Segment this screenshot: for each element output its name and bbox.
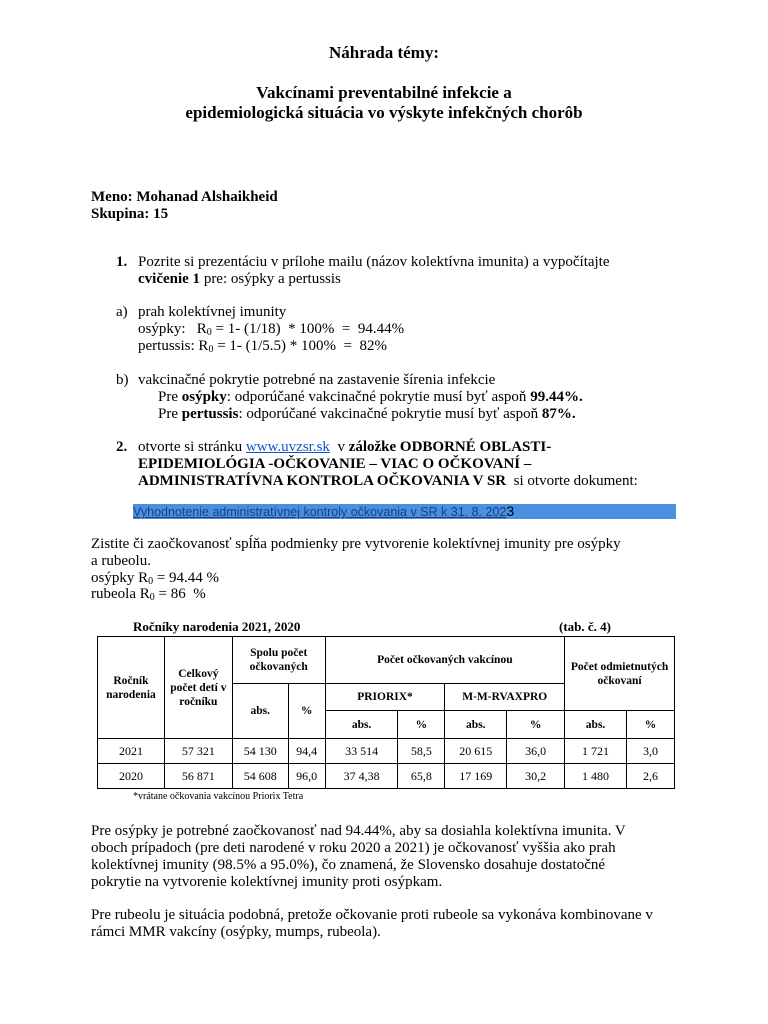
header-odmietnutych: Počet odmietnutých očkovaní bbox=[565, 637, 675, 711]
conclusion-p1-line-1: Pre osýpky je potrebné zaočkovanosť nad 94.44%, aby sa dosiahla kolektívna imunita. V bbox=[91, 823, 626, 839]
uvzsr-link[interactable]: www.uvzsr.sk bbox=[245, 439, 330, 455]
task1-a-pertussis: pertussis: $R_0 = 1-$ (1/5.5) * 100% = 82% bbox=[138, 338, 387, 355]
question-measles-r0: osýpky $R_0 = 94.44$ % bbox=[91, 570, 220, 587]
header-priorix-pct: % bbox=[398, 711, 445, 739]
task1-a-title: prah kolektívnej imunity bbox=[138, 304, 287, 320]
subtitle-line-2: epidemiologická situácia vo výskyte infekčných chorôb bbox=[185, 103, 583, 122]
task1-line-2 bbox=[138, 271, 341, 288]
task2-line-3: ADMINISTRATÍVNA KONTROLA OČKOVANIA V SR si otvorte dokument: bbox=[138, 473, 638, 489]
conclusion-p2-line-2: rámci MMR vakcíny (osýpky, mumps, rubeola). bbox=[91, 924, 381, 940]
header-ref-abs: abs. bbox=[565, 711, 627, 739]
question-rubella-r0: rubeola $R_0 = 86$ % bbox=[91, 586, 206, 603]
task1-line-1: Pozrite si prezentáciu v prílohe mailu (názov kolektívna imunita) a vypočítajte bbox=[138, 254, 610, 270]
subtitle-line-1: Vakcínami preventabilné infekcie a bbox=[256, 83, 512, 102]
header-mmr-pct: % bbox=[507, 711, 565, 739]
task1-b-title: vakcinačné pokrytie potrebné na zastavenie šírenia infekcie bbox=[138, 372, 496, 388]
student-name: Meno: Mohanad Alshaikheid bbox=[91, 189, 278, 205]
header-ref-pct: % bbox=[627, 711, 675, 739]
header-pocet-vakcinou: Počet očkovaných vakcínou bbox=[325, 637, 564, 684]
question-line-2: a rubeolu. bbox=[91, 553, 151, 569]
conclusion-p1-line-2: oboch prípadoch (pre deti narodené v roku 2020 a 2021) je očkovanosť vyššia ako prah bbox=[91, 840, 616, 856]
header-spolu: Spolu počet očkovaných bbox=[232, 637, 325, 684]
task1-exercise: cvičenie 1 bbox=[138, 271, 201, 287]
task2-number: 2. bbox=[116, 439, 128, 455]
page-title: Náhrada témy: bbox=[328, 43, 439, 62]
table-title: Ročníky narodenia 2021, 2020 bbox=[133, 619, 301, 634]
table-footnote: *vrátane očkovania vakcínou Priorix Tetra bbox=[133, 791, 304, 802]
header-priorix-abs: abs. bbox=[325, 711, 398, 739]
conclusion-p1-line-4: pokrytie na vytvorenie kolektívnej imunity proti osýpkam. bbox=[91, 874, 443, 890]
task2-line-1: otvorte si stránku www.uvzsr.sk v záložke ODBORNÉ OBLASTI- bbox=[138, 439, 552, 455]
task1-a-label: a) bbox=[116, 304, 128, 320]
header-spolu-pct: % bbox=[288, 684, 325, 739]
header-mmr: M-M-RVAXPRO bbox=[445, 684, 565, 711]
table-row: 2020 56 871 54 608 96,0 37 4,38 65,8 17 169 30,2 1 480 2,6 bbox=[98, 764, 675, 789]
header-mmr-abs: abs. bbox=[445, 711, 507, 739]
vaccination-table bbox=[97, 636, 675, 789]
header-rocnik: Ročník narodenia bbox=[98, 637, 165, 739]
table-row: 2021 57 321 54 130 94,4 33 514 58,5 20 615 36,0 1 721 3,0 bbox=[98, 739, 675, 764]
task1-b-label: b) bbox=[116, 372, 129, 388]
task1-b-measles: Pre osýpky: odporúčané vakcinačné pokrytie musí byť aspoň 99.44%. bbox=[158, 389, 583, 405]
task2-line-2: EPIDEMIOLÓGIA -OČKOVANIE – VIAC O OČKOVANÍ – bbox=[138, 456, 532, 472]
task1-b-pertussis: Pre pertussis: odporúčané vakcinačné pokrytie musí byť aspoň 87%. bbox=[158, 406, 576, 422]
task1-line-2-rest: pre: osýpky a pertussis bbox=[200, 271, 341, 287]
conclusion-p2-line-1: Pre rubeolu je situácia podobná, pretože očkovanie proti rubeole sa vykonáva kombinovane v bbox=[91, 907, 653, 923]
table-reference: (tab. č. 4) bbox=[559, 619, 611, 634]
header-spolu-abs: abs. bbox=[232, 684, 288, 739]
task1-a-measles: osýpky: $R_0 = 1-$ (1/18) * 100% = 94.44% bbox=[138, 321, 405, 338]
header-priorix: PRIORIX* bbox=[325, 684, 445, 711]
task1-number: 1. bbox=[116, 254, 128, 270]
student-group: Skupina: 15 bbox=[91, 206, 169, 222]
conclusion-p1-line-3: kolektívnej imunity (98.5% a 95.0%), čo znamená, že Slovensko dosahuje dostatočné bbox=[91, 857, 606, 873]
question-line-1: Zistite či zaočkovanosť spĺňa podmienky pre vytvorenie kolektívnej imunity pre osýpky bbox=[91, 536, 621, 552]
document-link[interactable]: Vyhodnotenie administratívnej kontroly očkovania v SR k 31. 8. 2023 bbox=[133, 504, 676, 519]
header-celkovy: Celkový počet detí v ročníku bbox=[164, 637, 232, 739]
